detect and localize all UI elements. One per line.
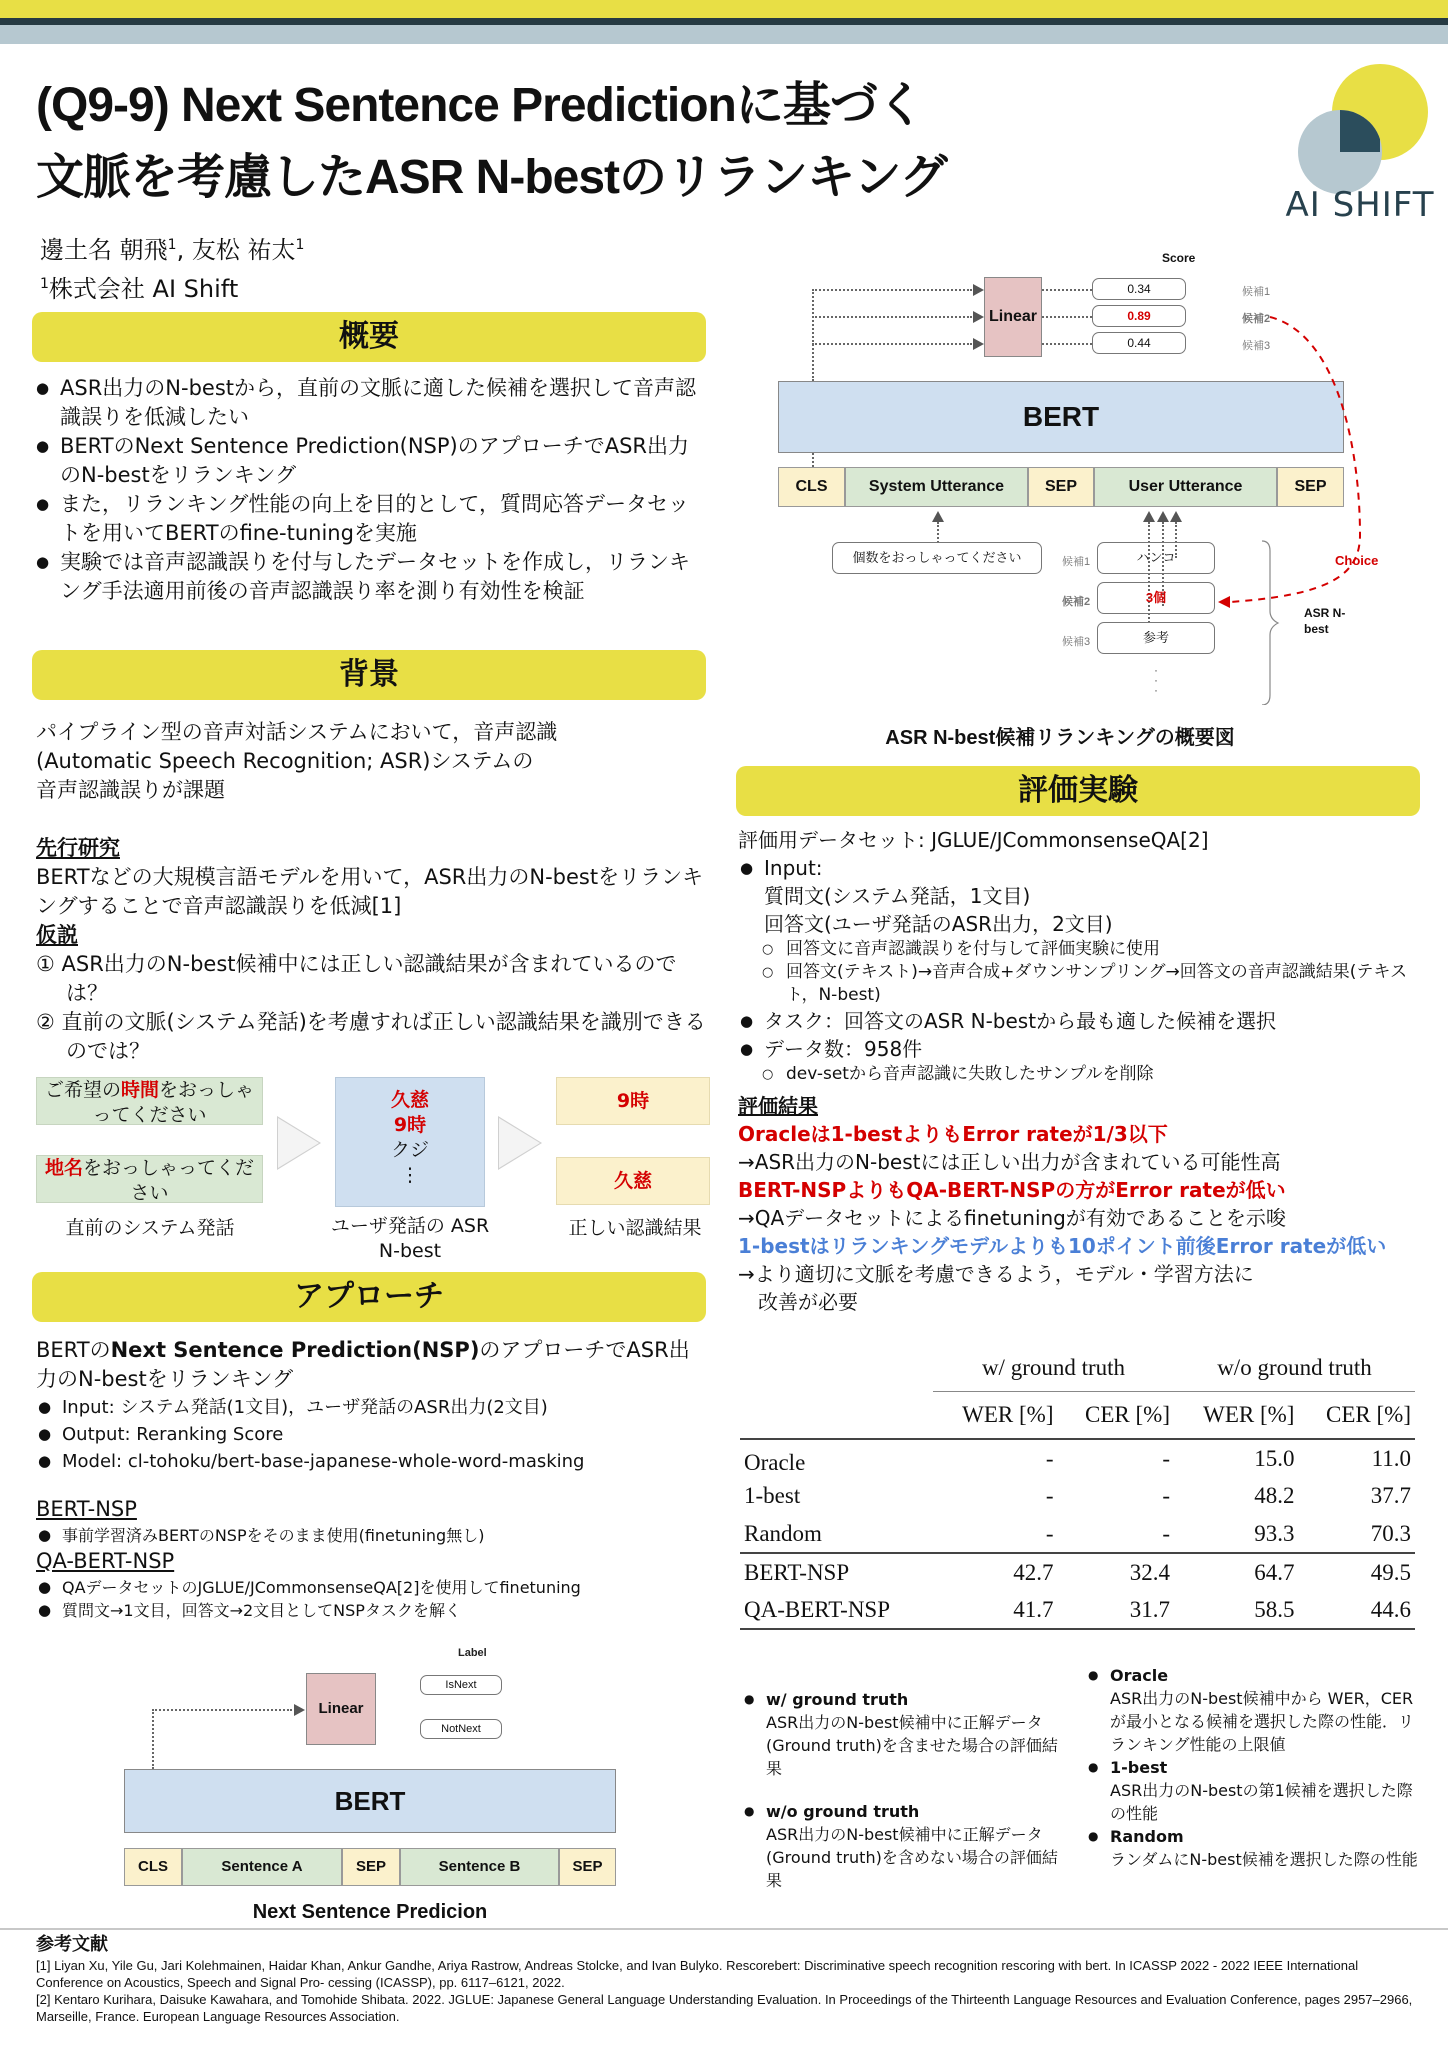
- column-group: w/ ground truth: [933, 1345, 1174, 1391]
- title-line-1: (Q9-9) Next Sentence Predictionに基づく: [36, 79, 924, 132]
- nsp-diagram: Label Linear IsNext NotNext BERT CLS Sentence A SEP Sentence B SEP Next Sentence Predicion: [120, 1645, 620, 1935]
- bert-nsp-heading: BERT-NSP: [36, 1497, 137, 1521]
- section-heading-background: 背景: [32, 650, 706, 700]
- label-isnext: IsNext: [420, 1675, 502, 1695]
- top-band-dark: [0, 18, 1448, 25]
- section-heading-approach: アプローチ: [32, 1272, 706, 1322]
- hypothesis-2: ② 直前の文脈(システム発話)を考慮すれば正しい認識結果を識別できるのでは？: [36, 1010, 706, 1063]
- column-header: WER [%]: [933, 1391, 1057, 1439]
- legend-ground-truth: ● w/ ground truth ASR出力のN-best候補中に正解データ(Ground truth)を含ませた場合の評価結果 ● w/o ground truth ASR出力のN-best候補中に正解データ(Ground truth)を含めない場合の評価結果: [742, 1688, 1072, 1892]
- nsp-caption: Next Sentence Predicion: [252, 1901, 488, 1923]
- approach-bullet: ● Input: システム発話(1文目)，ユーザ発話のASR出力(2文目): [36, 1394, 706, 1421]
- arrow-right-icon: [498, 1116, 542, 1170]
- finding: →QAデータセットによるfinetuningが有効であることを示唆: [738, 1206, 1286, 1230]
- arrow-icon: [973, 311, 984, 323]
- prior-work-heading: 先行研究: [36, 836, 120, 860]
- finding: →より適切に文脈を考慮できるよう，モデル・学習方法に: [738, 1262, 1254, 1286]
- system-utterance-time: ご希望の時間をおっしゃってください: [36, 1077, 263, 1125]
- finding: 改善が必要: [738, 1290, 858, 1314]
- arrow-icon: [973, 284, 984, 296]
- finding: BERT-NSPよりもQA-BERT-NSPの方がError rateが低い: [738, 1178, 1286, 1202]
- finding: →ASR出力のN-bestには正しい出力が含まれている可能性高: [738, 1150, 1281, 1174]
- arrow-up-icon: [1157, 511, 1169, 522]
- arrow-right-icon: [277, 1116, 321, 1170]
- nbest-candidate-3: 参考: [1097, 622, 1215, 654]
- references: [36, 1936, 1426, 2025]
- results-table: [740, 1345, 1415, 1630]
- bert-block: BERT: [778, 381, 1344, 453]
- arrow-up-icon: [1143, 511, 1155, 522]
- choice-curve-icon: [1210, 305, 1440, 705]
- column-header: CER [%]: [1298, 1391, 1415, 1439]
- table-row: QA-BERT-NSP 41.7 31.7 58.5 44.6: [740, 1591, 1415, 1629]
- nbest-candidate-2: 3個: [1097, 582, 1215, 614]
- hypothesis-1: ① ASR出力のN-best候補中には正しい認識結果が含まれているのでは？: [36, 952, 677, 1005]
- task-line: ● タスク：回答文のASR N-bestから最も適した候補を選択: [738, 1007, 1438, 1035]
- caption-correct: 正しい認識結果: [568, 1217, 702, 1239]
- approach-text: BERTのNext Sentence Prediction(NSP)のアプローチでASR出力のN-bestをリランキング ● Input: システム発話(1文目)，ユーザ発話のASR出力(2文目) ● Output: Reranking Score ● Model: cl-tohoku/bert-base-japanese-whole-word-masking BERT-NSP ● 事前学習済みBERTのNSPをそのまま使用(finetuning無し) QA-BERT-NSP ● QAデータセットのJGLUE/JCommonsenseQA[2]を使用してfinetuning ● 質問文→1文目，回答文→2文目としてNSPタスクを解く: [36, 1336, 706, 1622]
- dataset-line: 評価用データセット: JGLUE/JCommonsenseQA[2]: [738, 828, 1209, 852]
- table-row: BERT-NSP 42.7 32.4 64.7 49.5: [744, 1559, 1411, 1585]
- overview-bullet: ● また，リランキング性能の向上を目的として，質問応答データセットを用いてBERTのfine-tuningを実施: [34, 490, 704, 548]
- nbest-candidate-1: ハンコ: [1097, 542, 1215, 574]
- reference-item: [2] Kentaro Kurihara, Daisuke Kawahara, and Tomohide Shibata. 2022. JGLUE: Japanese General Language Understanding Evaluation. In Proceedings of the Thirteenth Language Resources and Evaluation Conference, pages 2957–2966, Marseille, France. European Language Resources Association.: [36, 1992, 1413, 2024]
- poster-title: [36, 70, 947, 214]
- section-heading-evaluation: 評価実験: [736, 766, 1420, 816]
- finding: Oracleは1-bestよりもError rateが1/3以下: [738, 1122, 1168, 1146]
- overview-text: [34, 374, 704, 606]
- background-text: パイプライン型の音声対話システムにおいて，音声認識 (Automatic Speech Recognition; ASR)システムの 音声認識誤りが課題 先行研究 BERTなどの大規模言語モデルを用いて，ASR出力のN-bestをリランキングすることで音声認識誤りを低減[1] 仮説 ① ASR出力のN-best候補中には正しい認識結果が含まれているのでは？ ② 直前の文脈(システム発話)を考慮すれば正しい認識結果を識別できるのでは？: [36, 718, 706, 1066]
- logo-text: AI SHIFT: [1285, 185, 1435, 225]
- system-utterance-box: 個数をおっしゃってください: [832, 542, 1042, 574]
- arrow-up-icon: [1170, 511, 1182, 522]
- authors-block: 邊土名 朝飛$^1$, 友松 祐太$^1$ $^1$株式会社 AI Shift: [40, 236, 305, 303]
- author-2: 友松 祐太: [191, 236, 296, 264]
- score-1: 0.34: [1092, 278, 1186, 300]
- caption-system-utterance: 直前のシステム発話: [65, 1217, 235, 1239]
- linear-layer: Linear: [306, 1673, 376, 1745]
- references-heading: 参考文献: [36, 1934, 108, 1954]
- section-heading-overview: 概要: [32, 312, 706, 362]
- overview-bullet: ● ASR出力のN-bestから，直前の文脈に適した候補を選択して音声認識誤りを低減したい: [34, 374, 704, 432]
- finding: 1-bestはリランキングモデルよりも10ポイント前後Error rateが低い: [738, 1234, 1387, 1258]
- arrow-up-icon: [932, 511, 944, 522]
- legend-baselines: ● Oracle ASR出力のN-best候補中から WER，CERが最小となる候補を選択した際の性能．リランキング性能の上限値 ● 1-best ASR出力のN-bestの第1候補を選択した際の性能 ● Random ランダムにN-best候補を選択した際の性能: [1086, 1664, 1426, 1871]
- reference-item: [1] Liyan Xu, Yile Gu, Jari Kolehmainen, Haidar Khan, Ankur Gandhe, Ariya Rastrow, Andreas Stolcke, and Ivan Bulyko. Rescorebert: Discriminative speech recognition rescoring with bert. In ICASSP 2022 - 2022 IEEE International Conference on Acoustics, Speech and Signal Pro- cessing (ICASSP), pp. 6117–6121, 2022.: [36, 1958, 1359, 1990]
- choice-label: Choice: [1335, 553, 1379, 568]
- divider: [0, 1928, 1448, 1930]
- score-2: 0.89: [1092, 305, 1186, 327]
- overview-bullet: ● BERTのNext Sentence Prediction(NSP)のアプローチでASR出力のN-bestをリランキング: [34, 432, 704, 490]
- arrow-icon: [294, 1704, 305, 1716]
- top-band-grey: [0, 25, 1448, 44]
- nbest-box: 久慈 9時 クジ ⋮: [335, 1077, 485, 1207]
- table-row: Random - - 93.3 70.3: [740, 1515, 1415, 1553]
- affiliation: 株式会社 AI Shift: [48, 275, 239, 303]
- system-utterance-place: 地名をおっしゃってください: [36, 1155, 263, 1203]
- column-group: w/o ground truth: [1174, 1345, 1415, 1391]
- arrow-icon: [973, 338, 984, 350]
- correct-result-1: 9時: [556, 1077, 710, 1125]
- qa-bert-nsp-heading: QA-BERT-NSP: [36, 1549, 175, 1573]
- top-band-yellow: [0, 0, 1448, 18]
- hypothesis-heading: 仮説: [36, 923, 78, 947]
- score-3: 0.44: [1092, 332, 1186, 354]
- caption-nbest: ユーザ発話の ASR N-best: [330, 1215, 490, 1262]
- table-row: Oracle - - 15.0 11.0: [744, 1445, 1411, 1475]
- column-header: CER [%]: [1057, 1391, 1174, 1439]
- nbest-label: ASR N-best: [1304, 606, 1346, 636]
- table-row: 1-best - - 48.2 37.7: [744, 1483, 1411, 1508]
- results-heading: 評価結果: [738, 1094, 818, 1118]
- prior-work-text: BERTなどの大規模言語モデルを用いて，ASR出力のN-bestをリランキングすることで音声認識誤りを低減[1]: [36, 865, 704, 918]
- approach-bullet: ● Output: Reranking Score: [36, 1421, 706, 1448]
- approach-bullet: ● Model: cl-tohoku/bert-base-japanese-whole-word-masking: [36, 1448, 706, 1475]
- overview-bullet: ● 実験では音声認識誤りを付与したデータセットを作成し，リランキング手法適用前後の音声認識誤り率を測り有効性を検証: [34, 548, 704, 606]
- author-1: 邊土名 朝飛: [40, 236, 168, 264]
- title-line-2: 文脈を考慮したASR N-bestのリランキング: [36, 151, 947, 204]
- column-header: WER [%]: [1174, 1391, 1298, 1439]
- label-notnext: NotNext: [420, 1719, 502, 1739]
- evaluation-text: 評価用データセット: JGLUE/JCommonsenseQA[2] ● Input: 質問文(システム発話，1文目) 回答文(ユーザ発話のASR出力，2文目) ○ 回答文に音声認識誤りを付与して評価実験に使用 ○ 回答文(テキスト)→音声合成+ダウンサンプリング→回答文の音声認識結果(テキスト，N-best) ● タスク：回答文のASR N-bestから最も適した候補を選択 ● データ数：958件 ○ dev-setから音声認識に失敗したサンプルを削除 評価結果 Oracleは1-bestよりもError rateが1/3以下 →ASR出力のN-bestには正しい出力が含まれている可能性高 BERT-NSPよりもQA-BERT-NSPの方がError rateが低い →QAデータセットによるfinetuningが有効であることを示唆 1-bestはリランキングモデルよりも10ポイント前後Error rateが低い →より適切に文脈を考慮できるよう，モデル・学習方法に 改善が必要: [738, 826, 1438, 1316]
- overview-figure-caption: ASR N-best候補リランキングの概要図: [885, 727, 1235, 749]
- bert-block: BERT: [124, 1769, 616, 1833]
- linear-layer: Linear: [984, 277, 1042, 357]
- reranking-overview-diagram: Score Linear 0.34 0.89 0.44 候補1 候補2 候補3 BERT CLS System Utterance SEP User Utterance SEP 個数をおっしゃってください 候補1 候補2 候補3 ハンコ 3個 参考 · · · Choice ASR N-best ASR N-best候補リランキングの概要図: [770, 245, 1440, 755]
- count-line: ● データ数：958件: [738, 1035, 1438, 1063]
- correct-result-2: 久慈: [556, 1157, 710, 1205]
